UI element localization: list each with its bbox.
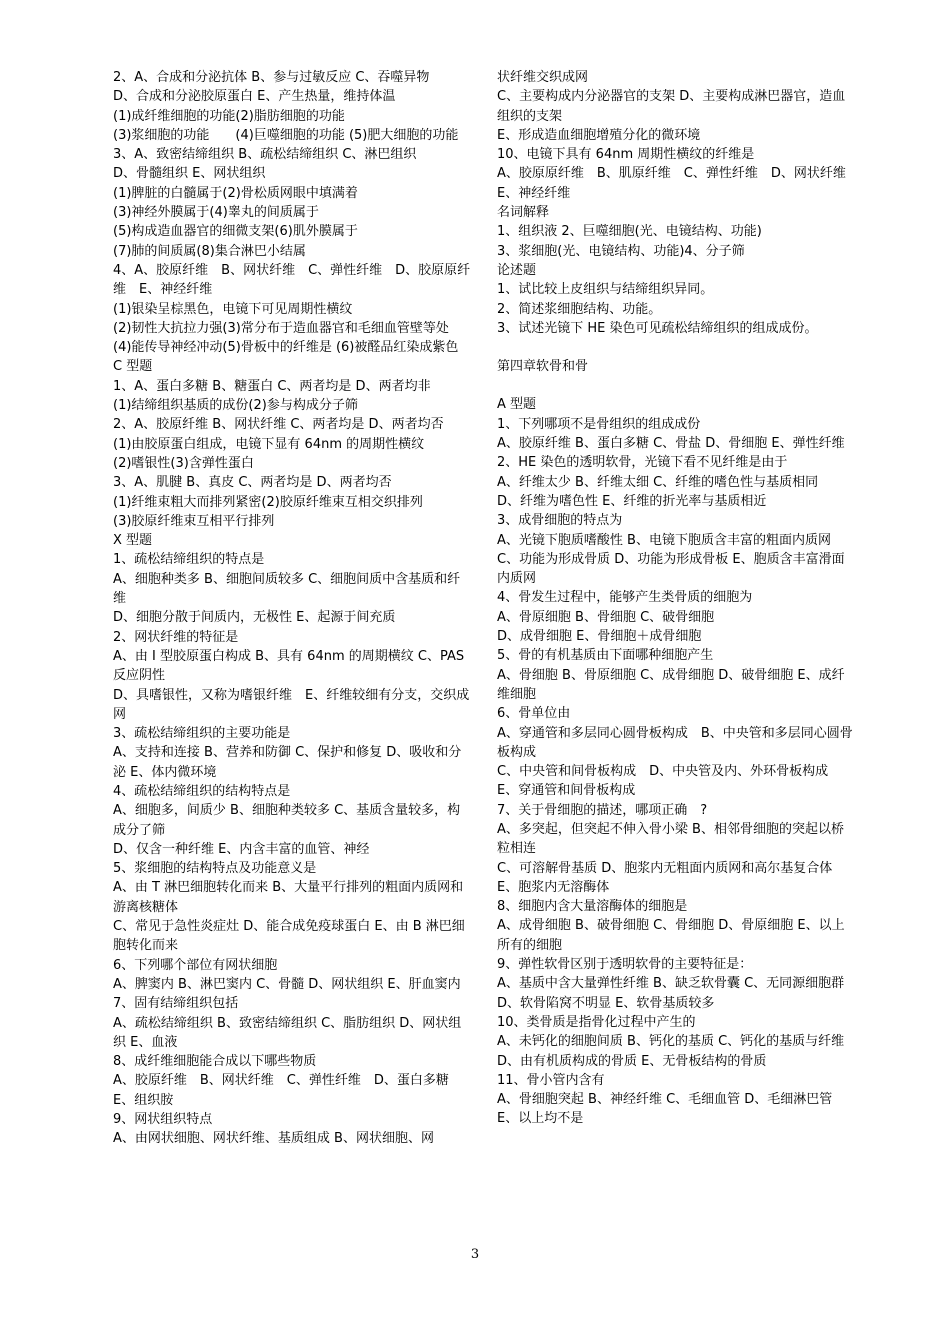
text-line: A、纤维太少 B、纤维太细 C、纤维的嗜色性与基质相同 <box>497 474 819 490</box>
text-line: (1)银染呈棕黑色，电镜下可见周期性横纹 <box>113 301 353 317</box>
text-line: C、中央管和间骨板构成 D、中央管及内、外环骨板构成 <box>497 764 829 780</box>
right-column <box>497 68 859 1129</box>
blank-line <box>497 376 855 395</box>
text-line: D、成骨细胞 E、骨细胞＋成骨细胞 <box>497 629 702 645</box>
text-line: (5)构成造血器官的细微支架(6)肌外膜属于 <box>113 224 358 240</box>
text-line: 11、骨小管内含有 <box>497 1072 605 1088</box>
text-line: 第四章软骨和骨 <box>497 359 589 375</box>
text-line: E、穿通管和间骨板构成 <box>497 783 636 799</box>
text-line: A、成骨细胞 B、破骨细胞 C、骨细胞 D、骨原细胞 E、以上所有的细胞 <box>497 918 845 953</box>
text-line: A、骨细胞突起 B、神经纤维 C、毛细血管 D、毛细淋巴管 E、以上均不是 <box>497 1092 837 1127</box>
text-line: A、胶原纤维 B、网状纤维 C、弹性纤维 D、蛋白多糖 E、组织胺 <box>113 1073 462 1108</box>
text-line: 3、浆细胞(光、电镜结构、功能)4、分子筛 <box>497 243 745 259</box>
text-line: (7)肺的间质属(8)集合淋巴小结属 <box>113 243 306 259</box>
text-line: A、支持和连接 B、营养和防御 C、保护和修复 D、吸收和分泌 E、体内微环境 <box>113 745 462 780</box>
text-line: 3、试述光镜下 HE 染色可见疏松结缔组织的组成成份。 <box>497 320 818 336</box>
text-line: D、细胞分散于间质内，无极性 E、起源于间充质 <box>113 610 396 626</box>
text-line: 8、细胞内含大量溶酶体的细胞是 <box>497 899 688 915</box>
text-line: 1、下列哪项不是骨组织的组成成份 <box>497 416 701 432</box>
text-line: 4、疏松结缔组织的结构特点是 <box>113 783 291 799</box>
text-line: A、胶原纤维 B、蛋白多糖 C、骨盐 D、骨细胞 E、弹性纤维 <box>497 436 845 452</box>
text-line: X 型题 <box>113 533 153 549</box>
text-line: 9、网状组织特点 <box>113 1112 213 1128</box>
text-line: A、光镜下胞质嗜酸性 B、电镜下胞质含丰富的粗面内质网 <box>497 532 831 548</box>
text-line: D、合成和分泌胶原蛋白 E、产生热量，维持体温 <box>113 89 396 105</box>
text-line: (2)嗜银性(3)含弹性蛋白 <box>113 455 254 471</box>
text-line: 3、A、致密结缔组织 B、疏松结缔组织 C、淋巴组织 <box>113 147 417 163</box>
text-line: D、由有机质构成的骨质 E、无骨板结构的骨质 <box>497 1053 767 1069</box>
text-line: A 型题 <box>497 397 537 413</box>
text-line: C、可溶解骨基质 D、胞浆内无粗面内质网和高尔基复合体 <box>497 860 833 876</box>
text-line: 4、骨发生过程中，能够产生类骨质的细胞为 <box>497 590 753 606</box>
text-line: (1)纤维束粗大而排列紧密(2)胶原纤维束互相交织排列 <box>113 494 423 510</box>
blank-line <box>497 338 855 357</box>
page-number: 3 <box>470 1247 480 1262</box>
text-line: 8、成纤维细胞能合成以下哪些物质 <box>113 1054 317 1070</box>
text-line: 3、A、肌腱 B、真皮 C、两者均是 D、两者均否 <box>113 475 392 491</box>
text-line: 7、固有结缔组织包括 <box>113 996 239 1012</box>
text-line: 10、电镜下具有 64nm 周期性横纹的纤维是 <box>497 147 755 163</box>
text-line: A、由 T 淋巴细胞转化而来 B、大量平行排列的粗面内质网和游离核糖体 <box>113 880 464 915</box>
text-line: A、骨细胞 B、骨原细胞 C、成骨细胞 D、破骨细胞 E、成纤维细胞 <box>497 667 845 702</box>
text-line: D、骨髓组织 E、网状组织 <box>113 166 266 182</box>
text-line: 2、简述浆细胞结构、功能。 <box>497 301 662 317</box>
text-line: A、基质中含大量弹性纤维 B、缺乏软骨囊 C、无同源细胞群 <box>497 976 845 992</box>
text-line: 4、A、胶原纤维 B、网状纤维 C、弹性纤维 D、胶原原纤维 E、神经纤维 <box>113 262 471 298</box>
text-line: D、软骨陷窝不明显 E、软骨基质较多 <box>497 995 715 1011</box>
text-line: C 型题 <box>113 359 153 375</box>
text-line: 名词解释 <box>497 205 550 221</box>
text-line: (1)脾脏的白髓属于(2)骨松质网眼中填满着 <box>113 185 358 201</box>
text-line: 2、HE 染色的透明软骨，光镜下看不见纤维是由于 <box>497 455 788 471</box>
text-line: 2、网状纤维的特征是 <box>113 629 239 645</box>
text-line: (3)神经外膜属于(4)睾丸的间质属于 <box>113 205 319 221</box>
text-line: D、仅含一种纤维 E、内含丰富的血管、神经 <box>113 841 370 857</box>
text-line: A、由 I 型胶原蛋白构成 B、具有 64nm 的周期横纹 C、PAS 反应阴性 <box>113 648 469 684</box>
text-line: A、胶原原纤维 B、肌原纤维 C、弹性纤维 D、网状纤维 E、神经纤维 <box>497 166 859 201</box>
text-line: A、未钙化的细胞间质 B、钙化的基质 C、钙化的基质与纤维 <box>497 1034 845 1050</box>
text-line: A、疏松结缔组织 B、致密结缔组织 C、脂肪组织 D、网状组织 E、血液 <box>113 1015 462 1050</box>
text-line: A、脾窦内 B、淋巴窦内 C、骨髓 D、网状组织 E、肝血窦内 <box>113 976 461 992</box>
text-line: E、胞浆内无溶酶体 <box>497 879 610 895</box>
text-line: 10、类骨质是指骨化过程中产生的 <box>497 1014 696 1030</box>
text-line: 6、骨单位由 <box>497 706 571 722</box>
text-line: 7、关于骨细胞的描述，哪项正确 ? <box>497 802 708 818</box>
text-line: A、细胞种类多 B、细胞间质较多 C、细胞间质中含基质和纤维 <box>113 571 461 607</box>
text-line: 6、下列哪个部位有网状细胞 <box>113 957 278 973</box>
text-line: (1)由胶原蛋白组成，电镜下显有 64nm 的周期性横纹 <box>113 436 425 452</box>
text-line: 状纤维交织成网 <box>497 70 589 85</box>
text-line: (1)成纤维细胞的功能(2)脂肪细胞的功能 <box>113 108 345 124</box>
text-line: 2、A、合成和分泌抗体 B、参与过敏反应 C、吞噬异物 <box>113 70 430 85</box>
text-line: 论述题 <box>497 262 537 278</box>
text-line: (3)浆细胞的功能 (4)巨噬细胞的功能 (5)肥大细胞的功能 <box>113 127 459 143</box>
text-line: (4)能传导神经冲动(5)骨板中的纤维是 (6)被醛品红染成紫色 <box>113 340 459 356</box>
text-line: 3、疏松结缔组织的主要功能是 <box>113 726 291 742</box>
text-line: A、由网状细胞、网状纤维、基质组成 B、网状细胞、网 <box>113 1131 434 1147</box>
text-line: 2、A、胶原纤维 B、网状纤维 C、两者均是 D、两者均否 <box>113 417 444 433</box>
text-line: 3、成骨细胞的特点为 <box>497 513 623 529</box>
text-line: 5、骨的有机基质由下面哪种细胞产生 <box>497 648 714 664</box>
text-line: A、多突起，但突起不伸入骨小梁 B、相邻骨细胞的突起以桥粒相连 <box>497 821 844 857</box>
text-line: 1、试比较上皮组织与结缔组织异同。 <box>497 282 714 298</box>
text-line: 1、疏松结缔组织的特点是 <box>113 552 265 568</box>
text-line: C、功能为形成骨质 D、功能为形成骨板 E、胞质含丰富滑面内质网 <box>497 551 845 587</box>
text-line: 5、浆细胞的结构特点及功能意义是 <box>113 861 317 877</box>
text-line: C、主要构成内分泌器官的支架 D、主要构成淋巴器官，造血组织的支架 <box>497 89 846 124</box>
text-line: E、形成造血细胞增殖分化的微环境 <box>497 127 701 143</box>
text-line: (2)韧性大抗拉力强(3)常分布于造血器官和毛细血管壁等处 <box>113 320 449 336</box>
text-line: 9、弹性软骨区别于透明软骨的主要特征是： <box>497 957 753 973</box>
left-column <box>113 68 473 1149</box>
text-line: (3)胶原纤维束互相平行排列 <box>113 513 275 529</box>
text-line: C、常见于急性炎症灶 D、能合成免疫球蛋白 E、由 B 淋巴细胞转化而来 <box>113 919 465 954</box>
text-line: A、细胞多，间质少 B、细胞种类较多 C、基质含量较多，构成分了筛 <box>113 803 461 838</box>
text-line: D、具嗜银性，又称为嗜银纤维 E、纤维较细有分支，交织成网 <box>113 687 470 722</box>
text-line: A、骨原细胞 B、骨细胞 C、破骨细胞 <box>497 609 715 625</box>
text-line: A、穿通管和多层同心圆骨板构成 B、中央管和多层同心圆骨板构成 <box>497 725 853 760</box>
text-line: 1、A、蛋白多糖 B、糖蛋白 C、两者均是 D、两者均非 <box>113 378 431 394</box>
text-line: (1)结缔组织基质的成份(2)参与构成分子筛 <box>113 398 358 414</box>
text-line: D、纤维为嗜色性 E、纤维的折光率与基质相近 <box>497 493 767 509</box>
text-line: 1、组织液 2、巨噬细胞(光、电镜结构、功能) <box>497 224 762 240</box>
